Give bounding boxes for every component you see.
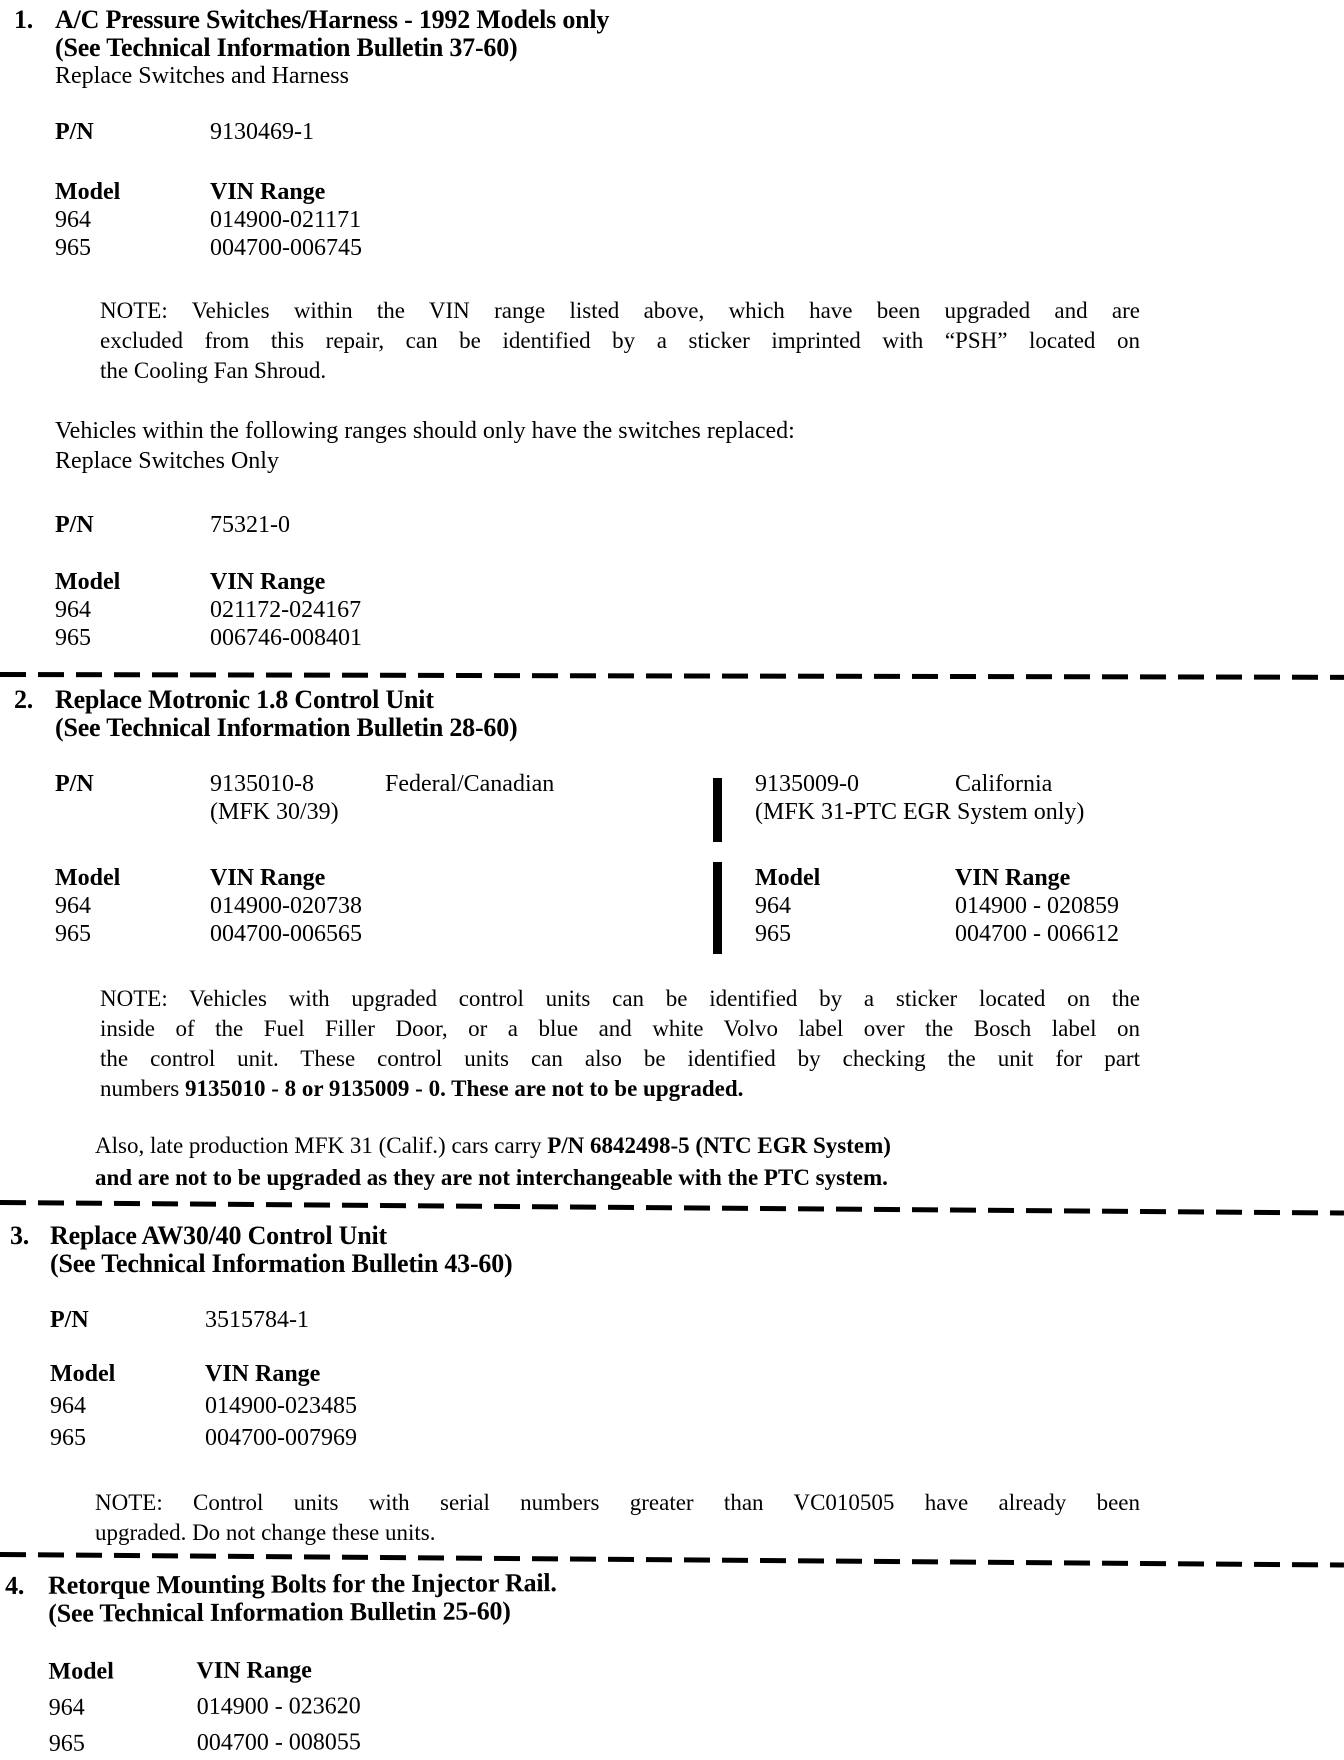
model-cell: 964 <box>50 1393 86 1419</box>
vin-cell: 014900 - 023620 <box>196 1693 361 1720</box>
model-cell: 965 <box>48 1730 85 1757</box>
note <box>100 984 1140 1104</box>
bulletin-reference: (See Technical Information Bulletin 37-60) <box>55 33 518 62</box>
table-row <box>55 234 362 262</box>
pn-variant: (MFK 31-PTC EGR System only) <box>755 799 1085 825</box>
vin-cell: 004700 - 008055 <box>196 1729 361 1756</box>
model-cell: 965 <box>55 921 91 947</box>
section-1-heading <box>14 6 609 90</box>
section-number: 1. <box>14 5 34 34</box>
pn-value: 3515784-1 <box>205 1307 309 1333</box>
table-header-row <box>50 1358 357 1390</box>
vin-cell: 014900-023485 <box>205 1393 357 1419</box>
note <box>100 296 1140 386</box>
section-4 <box>5 1569 558 1760</box>
model-cell: 964 <box>55 597 91 623</box>
vin-cell: 004700-006565 <box>210 921 362 947</box>
note-line <box>100 1074 1140 1104</box>
pn-region: Federal/Canadian <box>385 771 555 797</box>
dashed-divider <box>0 1200 1344 1216</box>
vin-table-california <box>755 864 1119 948</box>
section-title: Retorque Mounting Bolts for the Injector Rail. <box>47 1568 557 1600</box>
section-number: 4. <box>4 1570 25 1600</box>
table-row <box>49 1687 558 1726</box>
pn-variant: (MFK 30/39) <box>210 799 339 825</box>
pn-region: California <box>955 771 1053 797</box>
vin-cell: 014900 - 020859 <box>955 893 1119 919</box>
note-line: excluded from this repair, can be identified by a sticker imprinted with “PSH” located on <box>100 328 1140 353</box>
section-3-heading <box>10 1222 513 1278</box>
table-header-row <box>755 864 1119 892</box>
col-header-vin: VIN Range <box>955 865 1071 891</box>
model-cell: 965 <box>55 235 91 261</box>
pn-row <box>50 1306 309 1334</box>
col-header-vin: VIN Range <box>210 569 326 595</box>
model-cell: 965 <box>50 1425 86 1451</box>
section-title: Replace Motronic 1.8 Control Unit <box>55 685 434 714</box>
pn-label: P/N <box>55 512 94 538</box>
model-cell: 964 <box>55 207 91 233</box>
model-cell: 964 <box>755 893 791 919</box>
vin-cell: 006746-008401 <box>210 625 362 651</box>
table-row <box>755 920 1119 948</box>
dashed-divider <box>0 672 1344 680</box>
pn-row-california <box>755 770 1084 826</box>
vin-cell: 004700-007969 <box>205 1425 357 1451</box>
paragraph-emphasis: and are not to be upgraded as they are not interchangeable with the PTC system. <box>95 1165 888 1190</box>
vin-table <box>50 1358 357 1454</box>
paragraph-emphasis: P/N 6842498-5 (NTC EGR System) <box>547 1133 891 1158</box>
note-emphasis: 9135010 - 8 or 9135009 - 0. These are not to be upgraded. <box>184 1076 744 1101</box>
note <box>95 1488 1140 1548</box>
note-line: the control unit. These control units can also be identified by checking the unit for part <box>100 1046 1140 1071</box>
col-header-model: Model <box>55 865 121 891</box>
vin-table <box>55 178 362 262</box>
vin-cell: 004700-006745 <box>210 235 362 261</box>
col-header-vin: VIN Range <box>210 179 326 205</box>
section-2-heading <box>14 686 518 742</box>
vin-table <box>55 568 362 652</box>
section-title: Replace AW30/40 Control Unit <box>50 1221 387 1250</box>
col-header-model: Model <box>55 569 121 595</box>
intro-text: Replace Switches and Harness <box>55 63 349 89</box>
vin-cell: 004700 - 006612 <box>955 921 1119 947</box>
table-row <box>50 1390 357 1422</box>
bulletin-reference: (See Technical Information Bulletin 43-60) <box>50 1249 513 1278</box>
table-row <box>50 1422 357 1454</box>
change-bar <box>713 862 722 954</box>
section-number: 2. <box>14 685 34 714</box>
pn-row <box>55 118 314 146</box>
model-cell: 964 <box>48 1694 85 1721</box>
vin-table <box>48 1651 557 1760</box>
model-cell: 965 <box>55 625 91 651</box>
note-line: upgraded. Do not change these units. <box>95 1520 436 1545</box>
col-header-model: Model <box>55 179 121 205</box>
table-row <box>55 920 362 948</box>
table-row <box>55 206 362 234</box>
col-header-vin: VIN Range <box>210 865 326 891</box>
col-header-vin: VIN Range <box>205 1361 321 1387</box>
col-header-model: Model <box>755 865 821 891</box>
table-header-row <box>55 864 362 892</box>
pn-value: 9135009-0 <box>755 771 859 797</box>
table-header-row <box>48 1651 557 1690</box>
paragraph-text: Also, late production MFK 31 (Calif.) cars carry <box>95 1133 548 1158</box>
note-line: NOTE: Vehicles with upgraded control units can be identified by a sticker located on the <box>100 986 1140 1011</box>
bulletin-reference: (See Technical Information Bulletin 25-60) <box>48 1596 511 1628</box>
note-line: NOTE: Vehicles within the VIN range listed above, which have been upgraded and are <box>100 298 1140 323</box>
also-paragraph <box>95 1130 1275 1194</box>
pn-label: P/N <box>55 119 94 145</box>
section-number: 3. <box>10 1221 30 1250</box>
paragraph-line <box>95 1130 1275 1162</box>
paragraph <box>55 416 795 476</box>
paragraph-line: Replace Switches Only <box>55 448 279 474</box>
table-row <box>55 892 362 920</box>
vin-cell: 014900-021171 <box>210 207 362 233</box>
table-header-row <box>55 568 362 596</box>
col-header-vin: VIN Range <box>196 1657 312 1684</box>
vin-cell: 014900-020738 <box>210 893 362 919</box>
vin-cell: 021172-024167 <box>210 597 362 623</box>
pn-value: 75321-0 <box>210 512 290 538</box>
table-row <box>55 624 362 652</box>
vin-table-federal <box>55 864 362 948</box>
pn-value: 9135010-8 <box>210 771 314 797</box>
note-line: NOTE: Control units with serial numbers greater than VC010505 have already been <box>95 1490 1140 1515</box>
pn-value: 9130469-1 <box>210 119 314 145</box>
model-cell: 964 <box>55 893 91 919</box>
bulletin-reference: (See Technical Information Bulletin 28-60) <box>55 713 518 742</box>
change-bar <box>713 778 722 842</box>
pn-row-federal <box>55 770 554 826</box>
pn-label: P/N <box>55 771 94 797</box>
paragraph-line: Vehicles within the following ranges should only have the switches replaced: <box>55 418 795 444</box>
pn-label: P/N <box>50 1307 89 1333</box>
table-header-row <box>55 178 362 206</box>
table-row <box>755 892 1119 920</box>
model-cell: 965 <box>755 921 791 947</box>
col-header-model: Model <box>50 1361 116 1387</box>
pn-row <box>55 511 290 539</box>
note-text: numbers <box>100 1076 185 1101</box>
dashed-divider <box>0 1552 1344 1568</box>
table-row <box>55 596 362 624</box>
note-line: inside of the Fuel Filler Door, or a blue and white Volvo label over the Bosch label on <box>100 1016 1140 1041</box>
col-header-model: Model <box>48 1658 114 1685</box>
section-title: A/C Pressure Switches/Harness - 1992 Models only <box>55 5 610 34</box>
note-line: the Cooling Fan Shroud. <box>100 358 327 383</box>
table-row <box>49 1723 558 1760</box>
